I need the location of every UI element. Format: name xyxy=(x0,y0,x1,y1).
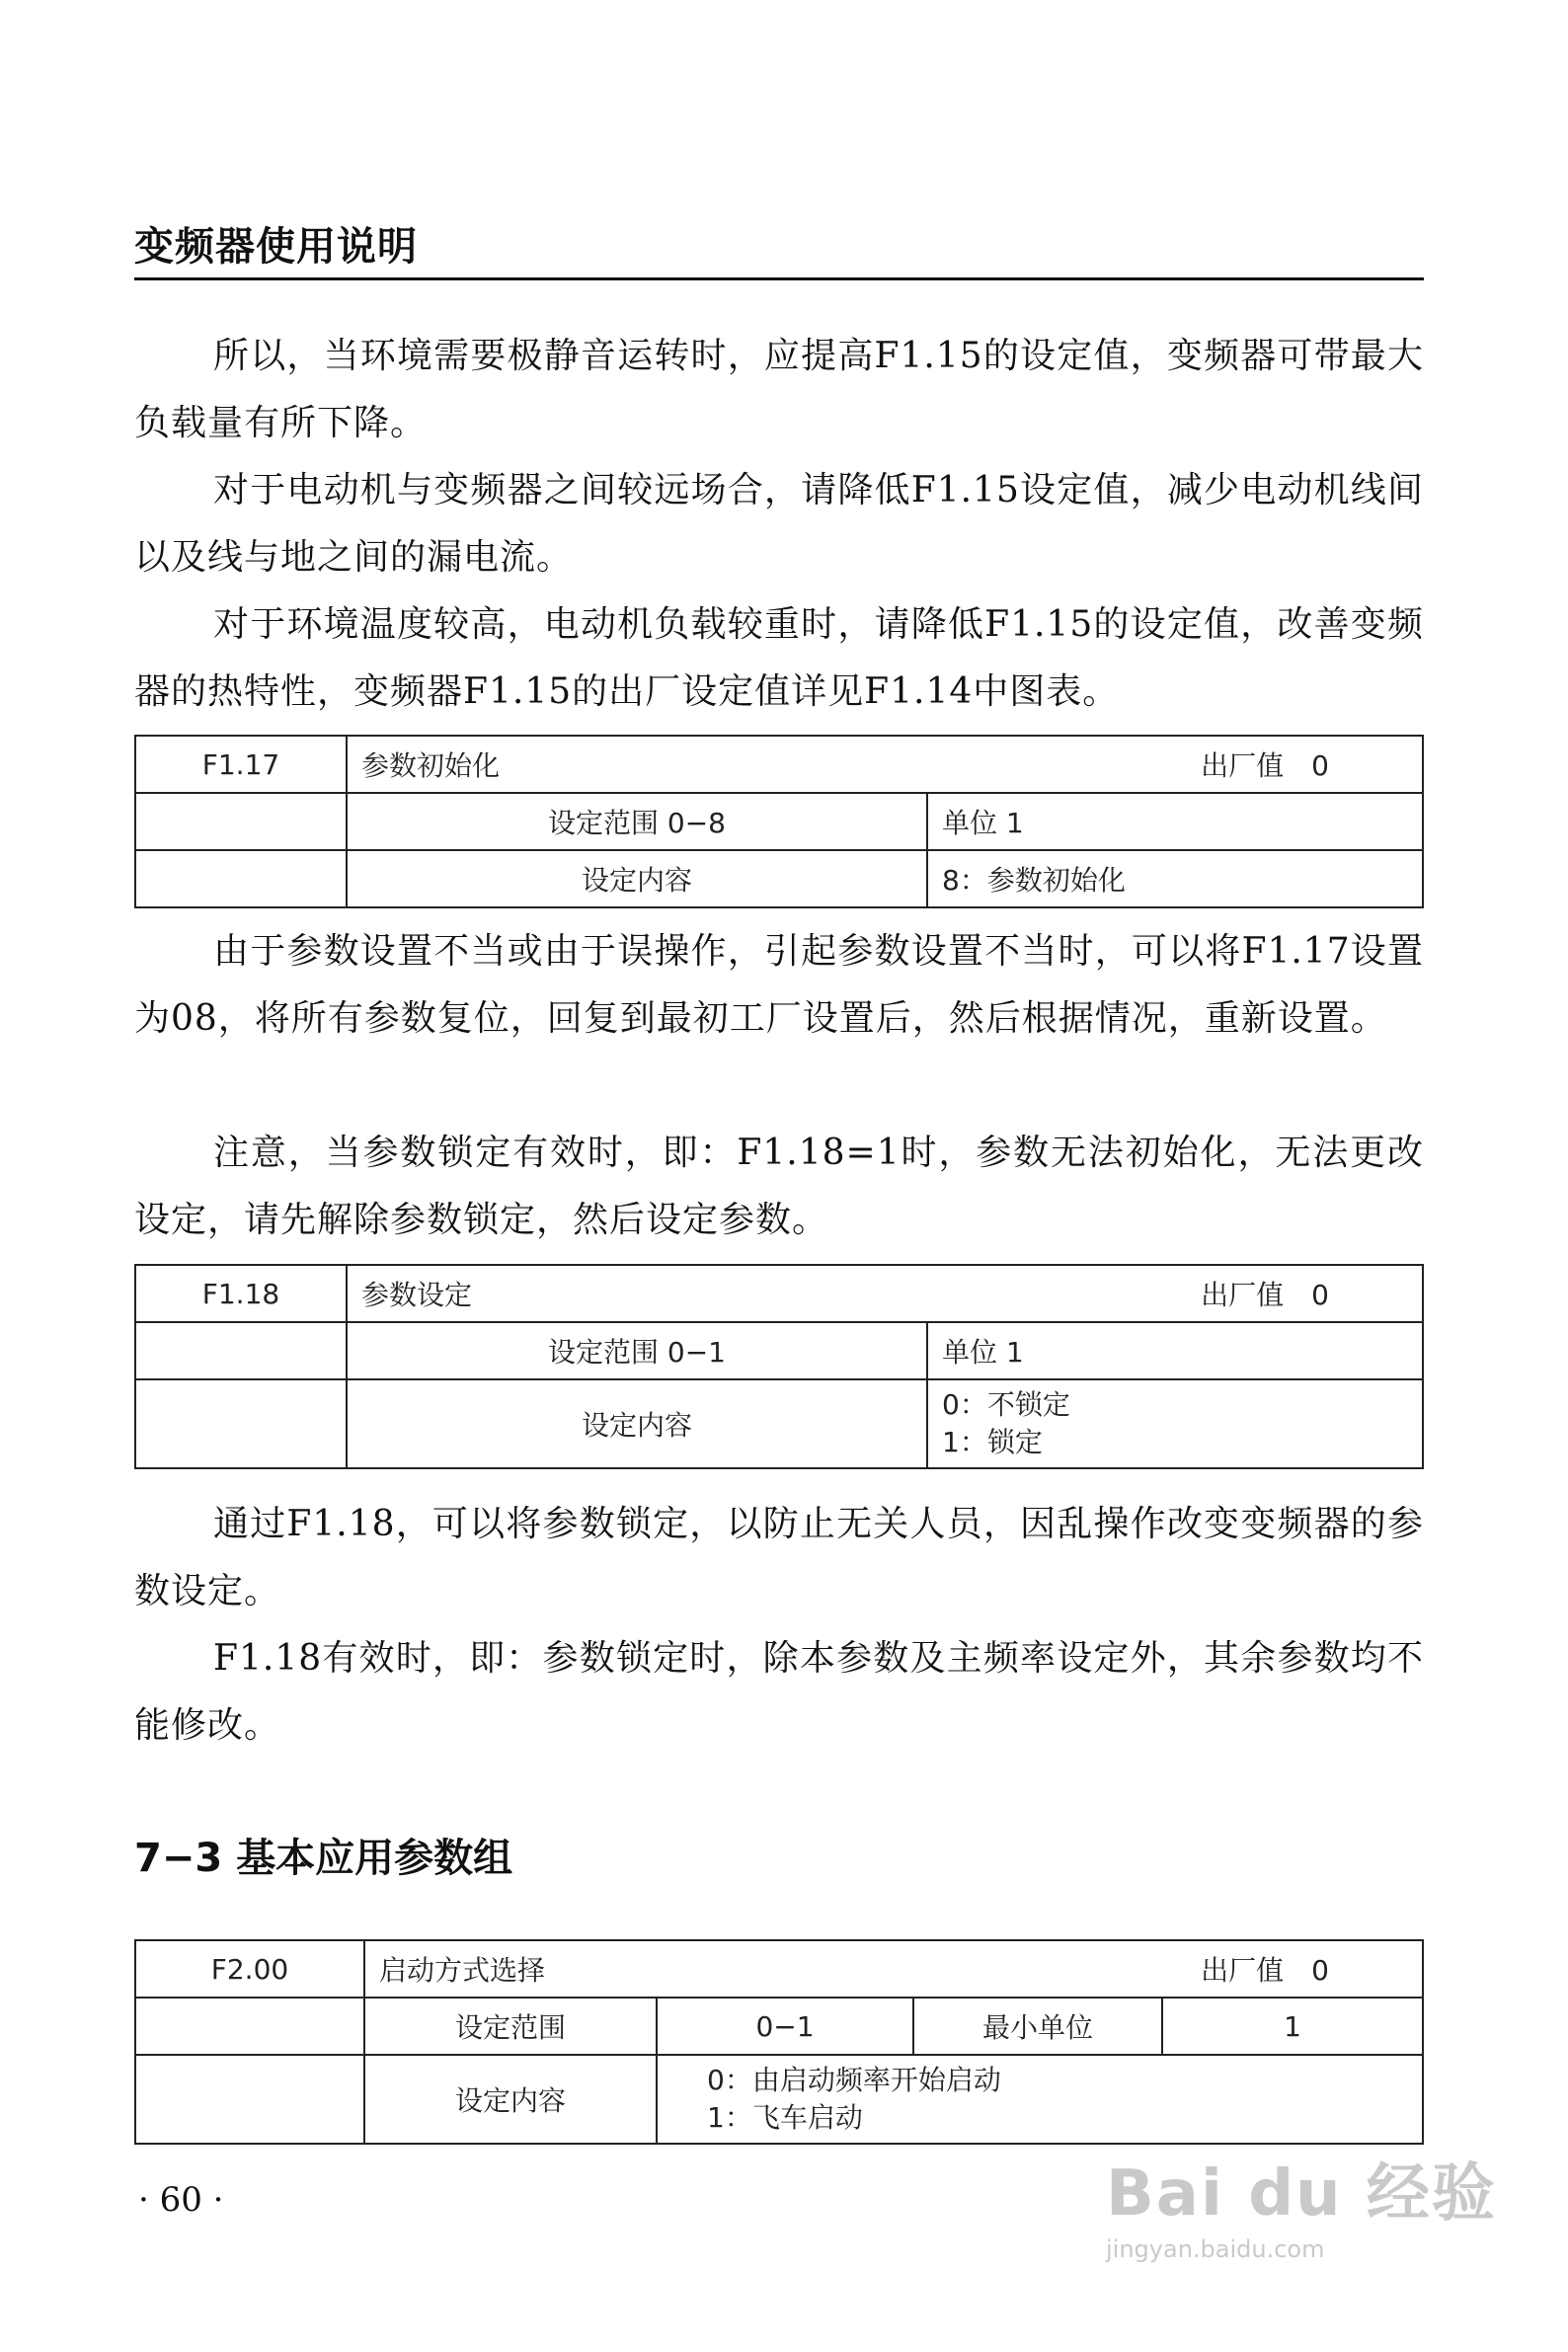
factory-number: 0 xyxy=(1311,749,1329,782)
empty-cell xyxy=(135,793,347,850)
table-row xyxy=(135,793,1423,850)
param-name-cell xyxy=(347,736,1423,793)
table-row xyxy=(135,1379,1423,1468)
factory-label: 出厂值 xyxy=(1201,749,1285,782)
min-unit-label-cell: 最小单位 xyxy=(913,1998,1162,2055)
option-item: 1：飞车启动 xyxy=(707,2101,863,2134)
empty-cell xyxy=(135,850,347,907)
section-title: 7−3 基本应用参数组 xyxy=(134,1836,513,1881)
param-table-f1-17 xyxy=(134,735,1424,908)
range-label-cell: 设定范围 xyxy=(364,1998,657,2055)
paragraph: 通过F1.18，可以将参数锁定，以防止无关人员，因乱操作改变变频器的参数设定。 xyxy=(134,1504,1424,1611)
watermark xyxy=(1106,2143,1497,2263)
factory-label: 出厂值 xyxy=(1201,1279,1285,1311)
param-name: 参数设定 xyxy=(361,1279,473,1311)
range-cell: 设定范围 0−1 xyxy=(347,1322,927,1379)
content-cell xyxy=(657,2055,1423,2144)
paragraph: F1.18有效时，即：参数锁定时，除本参数及主频率设定外，其余参数均不能修改。 xyxy=(134,1638,1424,1746)
content-label-cell: 设定内容 xyxy=(364,2055,657,2144)
factory-value xyxy=(1201,1274,1408,1313)
paragraph: 对于电动机与变频器之间较远场合，请降低F1.15设定值，减少电动机线间以及线与地之间的漏电流。 xyxy=(134,470,1424,578)
factory-number: 0 xyxy=(1311,1954,1329,1987)
table-row xyxy=(135,1940,1423,1998)
min-unit-value-cell: 1 xyxy=(1162,1998,1423,2055)
unit-cell: 单位 1 xyxy=(927,1322,1423,1379)
empty-cell xyxy=(135,1998,364,2055)
page-number: · 60 · xyxy=(138,2180,224,2220)
param-code: F1.18 xyxy=(135,1265,347,1322)
running-header: 变频器使用说明 xyxy=(134,224,418,270)
param-name: 启动方式选择 xyxy=(379,1954,546,1987)
table-row xyxy=(135,2055,1423,2144)
param-table-f1-18 xyxy=(134,1264,1424,1469)
paragraph: 注意，当参数锁定有效时，即：F1.18=1时，参数无法初始化，无法更改设定，请先解除参数锁定，然后设定参数。 xyxy=(134,1133,1424,1240)
watermark-url: jingyan.baidu.com xyxy=(1106,2235,1325,2263)
content-cell: 8：参数初始化 xyxy=(927,850,1423,907)
empty-cell xyxy=(135,2055,364,2144)
content-label-cell: 设定内容 xyxy=(347,850,927,907)
paragraph: 所以，当环境需要极静音运转时，应提高F1.15的设定值，变频器可带最大负载量有所下降。 xyxy=(134,336,1424,443)
option-item: 0：由启动频率开始启动 xyxy=(707,2064,1001,2096)
watermark-logo: Bai du 经验 xyxy=(1106,2157,1497,2231)
table-row xyxy=(135,1322,1423,1379)
param-code: F1.17 xyxy=(135,736,347,793)
range-value-cell: 0−1 xyxy=(657,1998,913,2055)
content-label-cell: 设定内容 xyxy=(347,1379,927,1468)
table-row xyxy=(135,736,1423,793)
param-code: F2.00 xyxy=(135,1940,364,1998)
content-cell xyxy=(927,1379,1423,1468)
option-item: 0：不锁定 xyxy=(942,1388,1070,1421)
table-row xyxy=(135,1265,1423,1322)
param-name-cell xyxy=(364,1940,1423,1998)
param-name-cell xyxy=(347,1265,1423,1322)
range-cell: 设定范围 0−8 xyxy=(347,793,927,850)
unit-cell: 单位 1 xyxy=(927,793,1423,850)
factory-label: 出厂值 xyxy=(1201,1954,1285,1987)
factory-value xyxy=(1201,1949,1408,1989)
paragraph: 对于环境温度较高，电动机负载较重时，请降低F1.15的设定值，改善变频器的热特性，变频器F1.15的出厂设定值详见F1.14中图表。 xyxy=(134,604,1424,712)
param-name: 参数初始化 xyxy=(361,749,501,782)
factory-number: 0 xyxy=(1311,1279,1329,1311)
param-table-f2-00 xyxy=(134,1939,1424,2145)
option-item: 1：锁定 xyxy=(942,1426,1043,1458)
table-row xyxy=(135,1998,1423,2055)
header-rule xyxy=(134,277,1424,280)
paragraph: 由于参数设置不当或由于误操作，引起参数设置不当时，可以将F1.17设置为08，将所有参数复位，回复到最初工厂设置后，然后根据情况，重新设置。 xyxy=(134,931,1424,1039)
factory-value xyxy=(1201,745,1408,784)
empty-cell xyxy=(135,1322,347,1379)
empty-cell xyxy=(135,1379,347,1468)
table-row xyxy=(135,850,1423,907)
